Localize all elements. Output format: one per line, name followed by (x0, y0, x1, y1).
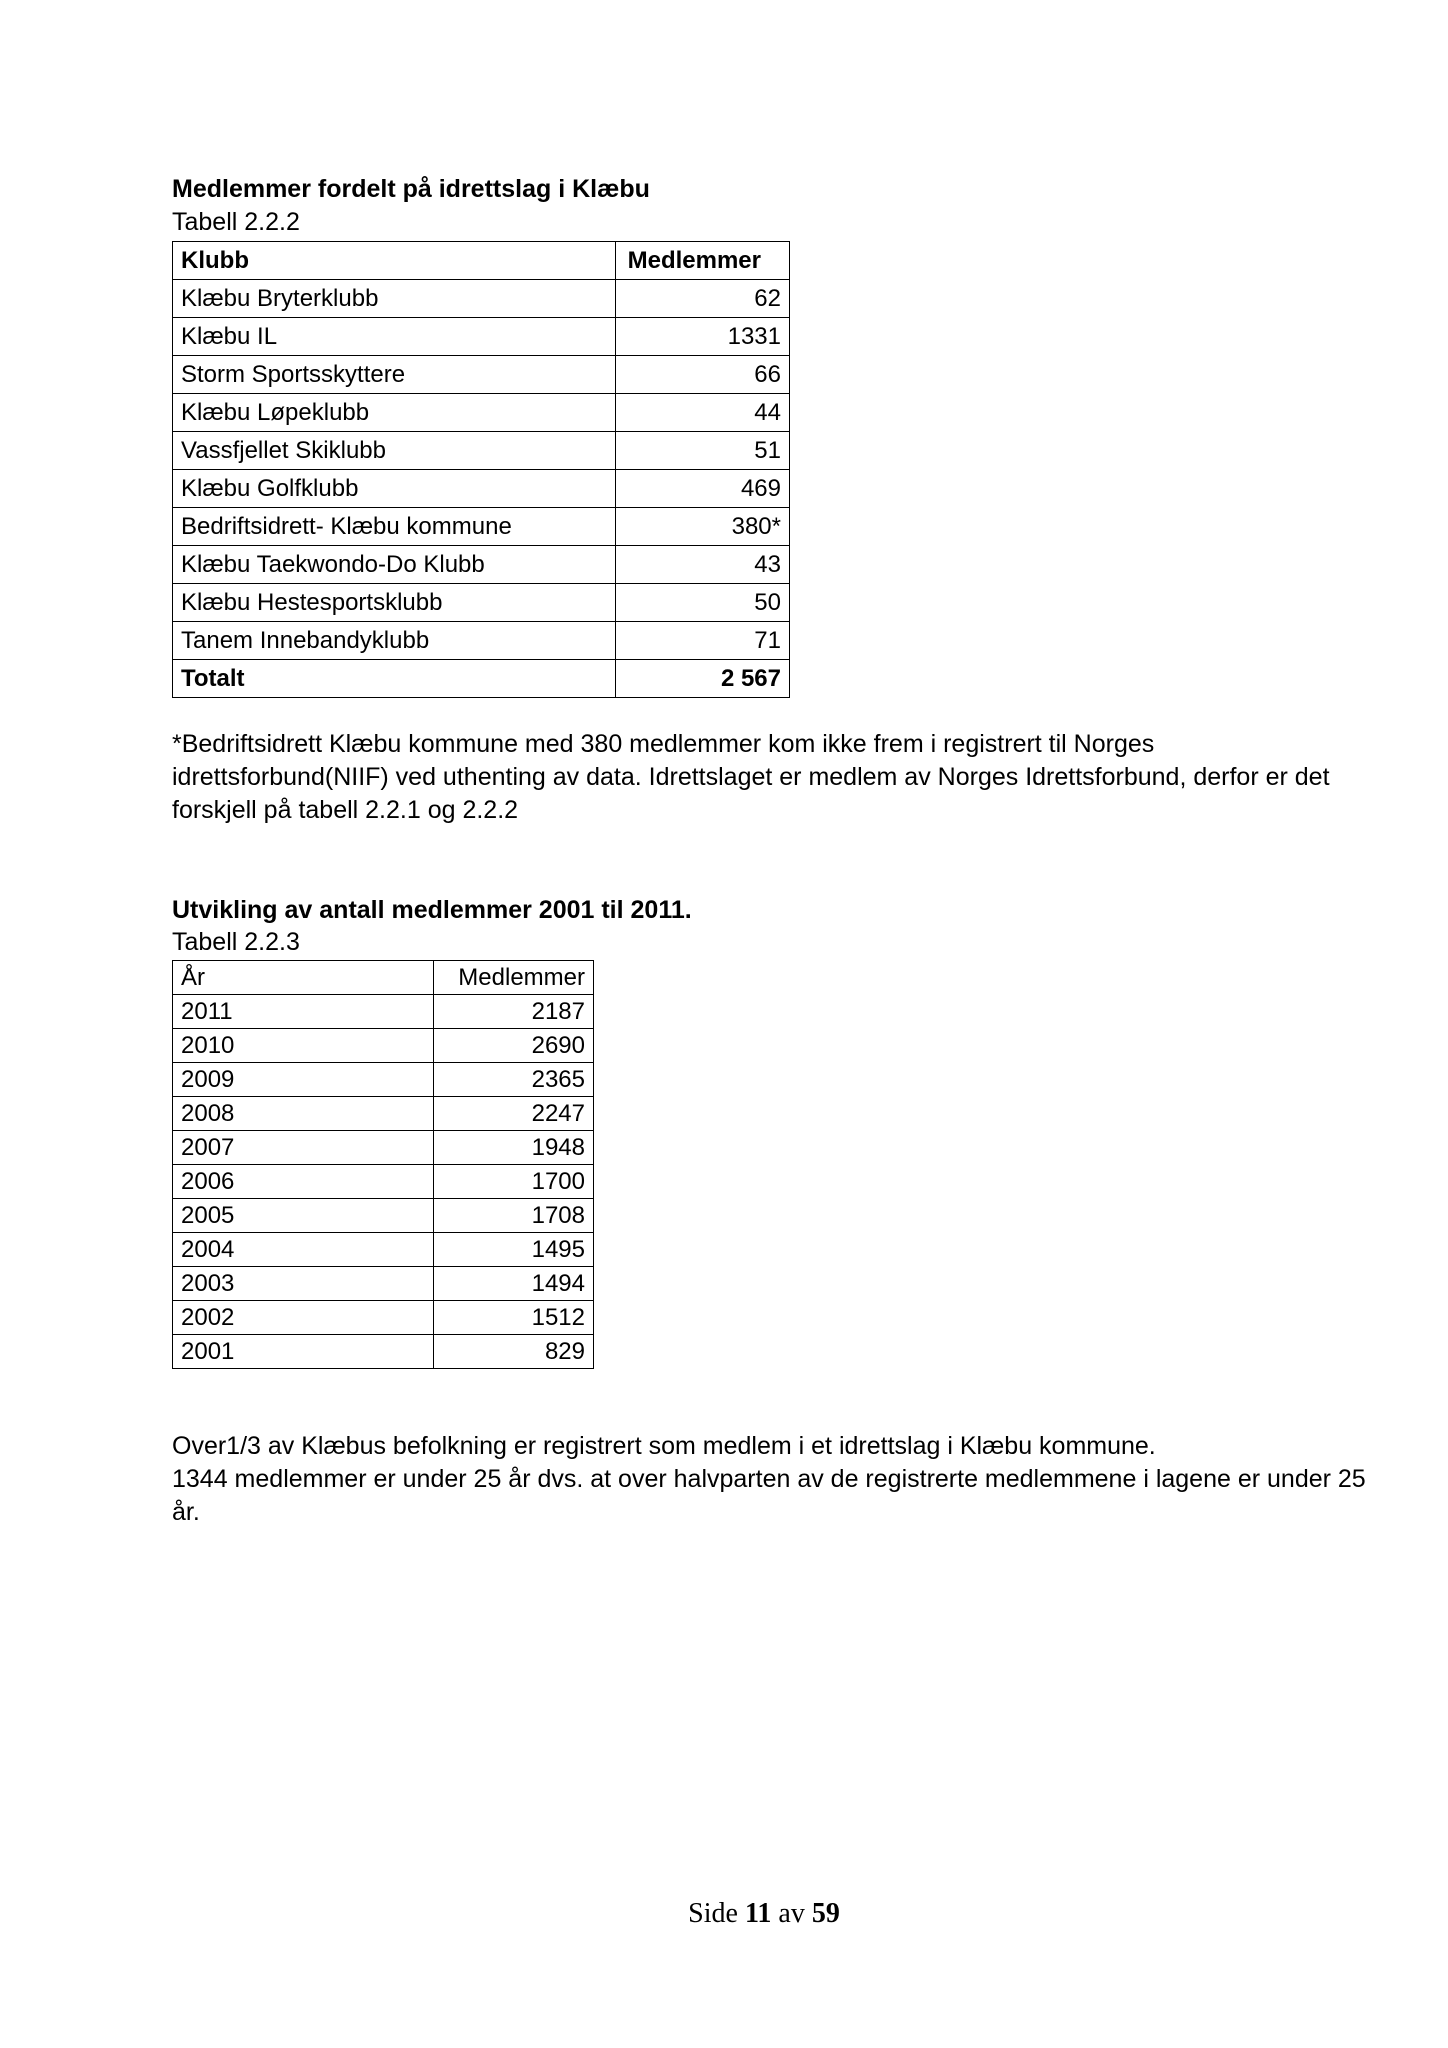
table-cell-value: 2690 (434, 1029, 594, 1063)
footnote-line: idrettsforbund(NIIF) ved uthenting av data. Idrettslaget er medlem av Norges Idrettsforbund, derfor er det (172, 763, 1330, 791)
footer-page-total: 59 (811, 1898, 840, 1929)
table-cell-value: 71 (616, 622, 790, 660)
table-row (173, 1063, 594, 1097)
table-cell-label: Klæbu IL (173, 318, 616, 356)
table-cell-label: 2008 (173, 1097, 434, 1131)
table-row (173, 584, 790, 622)
table-cell-label: Totalt (173, 660, 616, 698)
table-cell-label: 2002 (173, 1301, 434, 1335)
table-cell-value: 66 (616, 356, 790, 394)
footnote-line: forskjell på tabell 2.2.1 og 2.2.2 (172, 796, 519, 824)
table-caption-2-2-3: Tabell 2.2.3 (172, 928, 300, 956)
table-cell-value: 62 (616, 280, 790, 318)
table-cell-value: 469 (616, 470, 790, 508)
table-row (173, 622, 790, 660)
table-cell-value: 50 (616, 584, 790, 622)
table-cell-value: 51 (616, 432, 790, 470)
table-row (173, 1199, 594, 1233)
table-cell-value: 1512 (434, 1301, 594, 1335)
table-row (173, 356, 790, 394)
table-row (173, 318, 790, 356)
footer-prefix: Side (688, 1898, 738, 1929)
table-row (173, 242, 790, 280)
closing-line: 1344 medlemmer er under 25 år dvs. at over halvparten av de registrerte medlemmene i lagene er under 25 (172, 1465, 1366, 1493)
table-cell-label: 2004 (173, 1233, 434, 1267)
table-cell-value: 1494 (434, 1267, 594, 1301)
section-title-development: Utvikling av antall medlemmer 2001 til 2011. (172, 896, 692, 924)
footer-page-number: 11 (744, 1898, 772, 1929)
table-row (173, 470, 790, 508)
page-footer (40, 1898, 1448, 1930)
table-row (173, 546, 790, 584)
table-cell-value: Medlemmer (616, 242, 790, 280)
table-cell-label: Klæbu Hestesportsklubb (173, 584, 616, 622)
table-row (173, 1165, 594, 1199)
closing-line: Over1/3 av Klæbus befolkning er registrert som medlem i et idrettslag i Klæbu kommune. (172, 1432, 1156, 1460)
table-cell-label: Vassfjellet Skiklubb (173, 432, 616, 470)
footer-middle: av (778, 1898, 805, 1929)
table-cell-label: 2001 (173, 1335, 434, 1369)
section-title-clubs: Medlemmer fordelt på idrettslag i Klæbu (172, 175, 650, 203)
table-cell-value: 2247 (434, 1097, 594, 1131)
table-cell-label: 2010 (173, 1029, 434, 1063)
table-cell-label: Storm Sportsskyttere (173, 356, 616, 394)
table-cell-label: Klubb (173, 242, 616, 280)
table-cell-label: Klæbu Løpeklubb (173, 394, 616, 432)
table-row (173, 1301, 594, 1335)
table-row (173, 432, 790, 470)
members-by-year-table (172, 960, 594, 1369)
table-cell-value: 2365 (434, 1063, 594, 1097)
table-cell-label: 2007 (173, 1131, 434, 1165)
table-cell-value: 1708 (434, 1199, 594, 1233)
table-row (173, 995, 594, 1029)
closing-paragraph (172, 1430, 1372, 1529)
table-cell-label: Klæbu Bryterklubb (173, 280, 616, 318)
table-cell-label: Tanem Innebandyklubb (173, 622, 616, 660)
clubs-table (172, 241, 790, 698)
table-row (173, 660, 790, 698)
table-cell-value: 44 (616, 394, 790, 432)
table-row (173, 1233, 594, 1267)
footnote (172, 728, 1372, 827)
table-row (173, 394, 790, 432)
closing-line: år. (172, 1498, 200, 1526)
table-cell-label: År (173, 961, 434, 995)
table-cell-label: 2009 (173, 1063, 434, 1097)
footnote-line: *Bedriftsidrett Klæbu kommune med 380 medlemmer kom ikke frem i registrert til Norges (172, 730, 1155, 758)
table-cell-value: 1495 (434, 1233, 594, 1267)
table-row (173, 508, 790, 546)
table-row (173, 1131, 594, 1165)
table-cell-label: Klæbu Golfklubb (173, 470, 616, 508)
table-row (173, 1097, 594, 1131)
table-cell-value: 1331 (616, 318, 790, 356)
table-row (173, 1029, 594, 1063)
table-cell-value: 2 567 (616, 660, 790, 698)
table-row (173, 280, 790, 318)
table-cell-label: 2005 (173, 1199, 434, 1233)
table-cell-label: Klæbu Taekwondo-Do Klubb (173, 546, 616, 584)
table-cell-value: 1948 (434, 1131, 594, 1165)
table-cell-value: 380* (616, 508, 790, 546)
table-cell-value: 2187 (434, 995, 594, 1029)
table-cell-value: Medlemmer (434, 961, 594, 995)
table-cell-label: Bedriftsidrett- Klæbu kommune (173, 508, 616, 546)
table-row (173, 1335, 594, 1369)
table-row (173, 1267, 594, 1301)
table-cell-label: 2003 (173, 1267, 434, 1301)
table-row (173, 961, 594, 995)
table-cell-value: 43 (616, 546, 790, 584)
table-cell-label: 2011 (173, 995, 434, 1029)
table-caption-2-2-2: Tabell 2.2.2 (172, 208, 300, 236)
table-cell-value: 1700 (434, 1165, 594, 1199)
table-cell-label: 2006 (173, 1165, 434, 1199)
table-cell-value: 829 (434, 1335, 594, 1369)
